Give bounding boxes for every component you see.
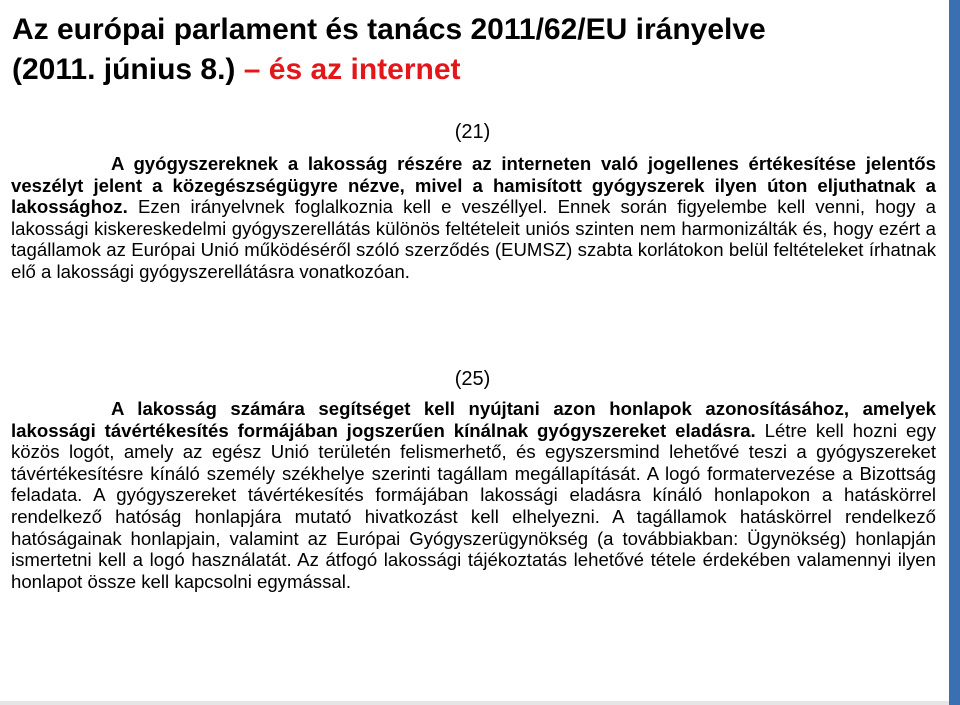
slide-side-bar [949,0,960,705]
section-25-plain-text: Létre kell hozni egy közös logót, amely az egész Unió területén felismerhető, és egyszersmind lehetővé teszi a gyógyszereket távértékesítésre kínáló személy székhelye szerinti tagállam megállapítását. A logó formatervezése a Bizottság feladata. A gyógyszereket távértékesítés formájában lakossági eladásra kínáló honlapokon a hatáskörrel rendelkező hatóság honlapjára mutató hivatkozást kell elhelyezni. A tagállamok hatáskörrel rendelkező hatóságainak honlapjain, valamint az Európai Gyógyszerügynökség (a továbbiakban: Ügynökség) honlapján ismertetni kell a logó használatát. Az átfogó lakossági tájékoztatás lehetővé tétele érdekében valamennyi ilyen honlapot össze kell kapcsolni egymással. [11,419,936,592]
slide-bottom-strip [0,701,949,705]
section-25-paragraph [11,398,936,592]
section-25-bold-text: A lakosság számára segítséget kell nyújtani azon honlapok azonosításához, amelyek lakossági távértékesítés formájában jogszerűen kínálnak gyógyszereket eladásra. [11,398,936,441]
title-line-2-highlight: – és az internet [243,53,461,86]
title-line-1: Az európai parlament és tanács 2011/62/EU irányelve [12,13,766,46]
section-21-plain-text: Ezen irányelvnek foglalkoznia kell e veszéllyel. Ennek során figyelembe kell venni, hogy a lakossági kiskereskedelmi gyógyszerellátás különös feltételeit uniós szinten nem harmonizálták és, hogy ezért a tagállamok az Európai Unió működéséről szóló szerződés (EUMSZ) szabta korlátokon belül feltételeket írhatnak elő a lakossági gyógyszerellátásra vonatkozóan. [11,196,936,282]
title-line-2-start: (2011. június 8.) [12,53,244,86]
section-21-bold-text: A gyógyszereknek a lakosság részére az interneten való jogellenes értékesítése jelentős veszélyt jelent a közegészségügyre nézve, mivel a hamisított gyógyszerek ilyen úton eljuthatnak a lakossághoz. [11,153,936,218]
section-21-number: (21) [454,121,491,143]
section-25-number: (25) [454,368,491,390]
section-21-paragraph [11,153,936,283]
slide-title [12,10,932,90]
